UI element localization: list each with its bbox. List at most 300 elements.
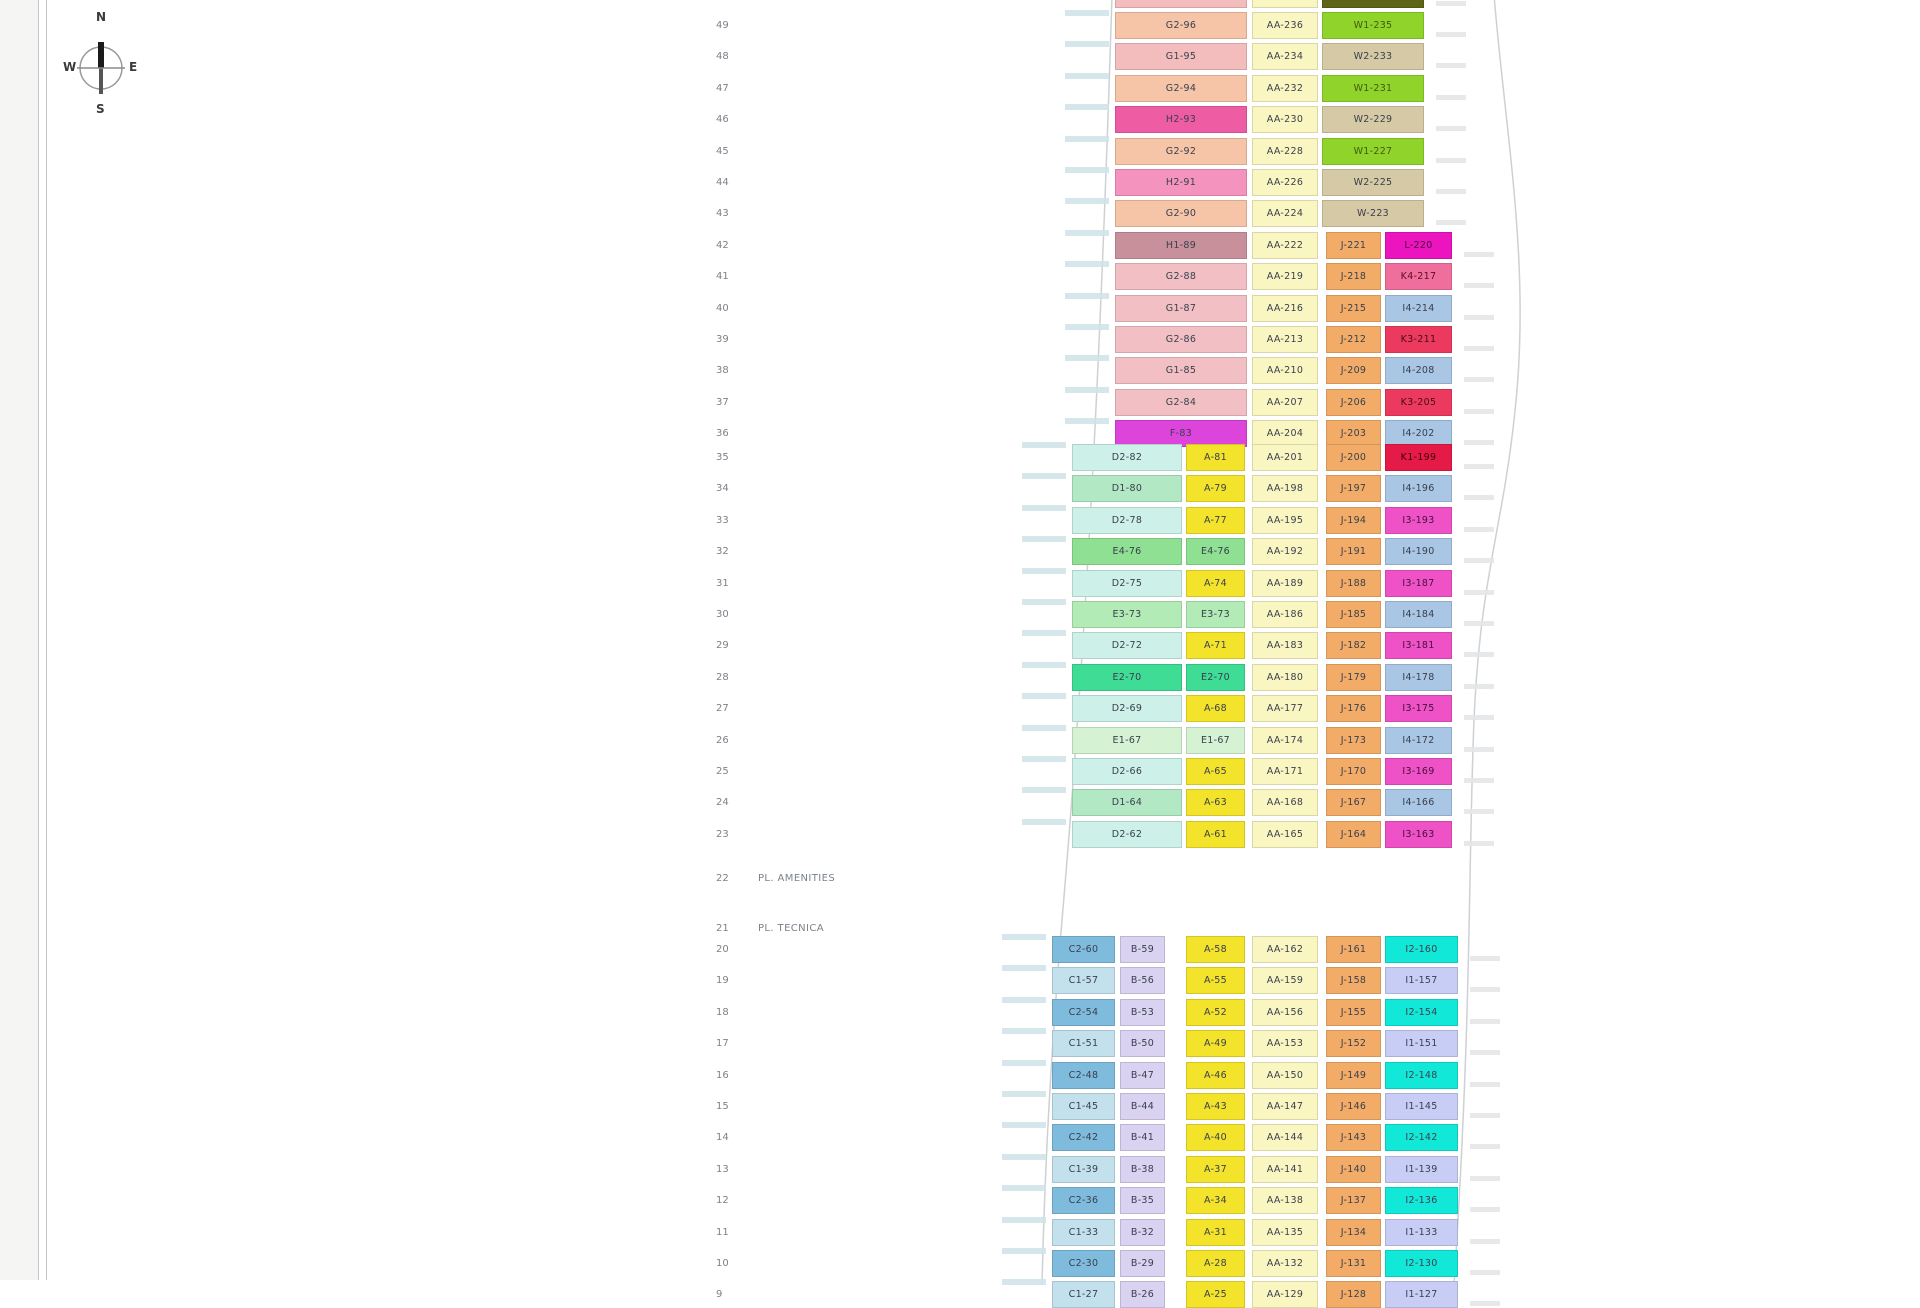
elevation-mark [1464, 558, 1494, 563]
unit-cell: W2-233 [1322, 43, 1424, 70]
unit-cell: J-158 [1326, 967, 1381, 994]
unit-cell: D2-66 [1072, 758, 1182, 785]
unit-cell: A-25 [1186, 1281, 1245, 1308]
unit-cell: AA-226 [1252, 169, 1318, 196]
floor-slab-tick [1022, 819, 1066, 825]
unit-cell: B-29 [1120, 1250, 1165, 1277]
unit-cell: C1-27 [1052, 1281, 1115, 1308]
unit-cell: C1-57 [1052, 967, 1115, 994]
unit-cell: AA-204 [1252, 420, 1318, 447]
floor-slab-tick [1065, 136, 1109, 142]
elevation-mark [1464, 464, 1494, 469]
floor-slab-tick [1002, 1091, 1046, 1097]
unit-cell: C2-42 [1052, 1124, 1115, 1151]
unit-cell: J-152 [1326, 1030, 1381, 1057]
unit-cell: AA-174 [1252, 727, 1318, 754]
unit-cell: AA-177 [1252, 695, 1318, 722]
unit-cell: AA-144 [1252, 1124, 1318, 1151]
floor-slab-tick [1022, 568, 1066, 574]
elevation-mark [1464, 440, 1494, 445]
unit-cell: E4-76 [1186, 538, 1245, 565]
unit-cell: I3-163 [1385, 821, 1452, 848]
unit-cell: J-131 [1326, 1250, 1381, 1277]
unit-cell: D2-78 [1072, 507, 1182, 534]
elevation-mark [1464, 652, 1494, 657]
unit-cell: J-164 [1326, 821, 1381, 848]
elevation-mark [1464, 715, 1494, 720]
elevation-mark [1464, 684, 1494, 689]
unit-cell: W1-235 [1322, 12, 1424, 39]
unit-cell: J-200 [1326, 444, 1381, 471]
sheet-margin [0, 0, 38, 1280]
unit-cell: C2-48 [1052, 1062, 1115, 1089]
elevation-mark [1470, 1301, 1500, 1306]
unit-cell: A-52 [1186, 999, 1245, 1026]
elevation-mark [1464, 778, 1494, 783]
compass-south-label: S [96, 102, 105, 116]
floor-number-label: 45 [716, 145, 729, 157]
unit-cell: B-32 [1120, 1219, 1165, 1246]
floor-number-label: 24 [716, 797, 729, 809]
floor-slab-tick [1065, 10, 1109, 16]
unit-cell: I1-133 [1385, 1219, 1458, 1246]
floor-slab-tick [1022, 756, 1066, 762]
floor-number-label: 32 [716, 546, 729, 558]
unit-cell: G2-94 [1115, 75, 1247, 102]
unit-cell: I1-151 [1385, 1030, 1458, 1057]
floor-number-label: 18 [716, 1006, 729, 1018]
unit-cell: AA-180 [1252, 664, 1318, 691]
unit-cell: E3-73 [1186, 601, 1245, 628]
unit-cell: W1-227 [1322, 138, 1424, 165]
compass-east-label: E [129, 60, 138, 74]
floor-number-label: 49 [716, 20, 729, 31]
floor-number-label: 30 [716, 609, 729, 620]
unit-cell: J-203 [1326, 420, 1381, 447]
floor-number-label: 40 [716, 302, 729, 314]
floor-slab-tick [1022, 505, 1066, 511]
unit-cell: J-197 [1326, 475, 1381, 502]
elevation-mark [1464, 527, 1494, 532]
unit-cell: A-68 [1186, 695, 1245, 722]
unit-cell: I1-127 [1385, 1281, 1458, 1308]
unit-cell: I3-187 [1385, 570, 1452, 597]
unit-cell: J-215 [1326, 295, 1381, 322]
elevation-mark [1464, 315, 1494, 320]
unit-cell: J-167 [1326, 789, 1381, 816]
elevation-mark [1470, 1082, 1500, 1087]
unit-cell: E1-67 [1072, 727, 1182, 754]
sheet-border-line [46, 0, 47, 1280]
floor-number-label: 43 [716, 208, 729, 220]
elevation-mark [1470, 1176, 1500, 1181]
unit-cell: D2-72 [1072, 632, 1182, 659]
unit-cell: A-37 [1186, 1156, 1245, 1183]
unit-cell: J-194 [1326, 507, 1381, 534]
unit-cell [1115, 0, 1247, 8]
floor-slab-tick [1065, 261, 1109, 267]
floor-number-label: 38 [716, 365, 729, 377]
floor-number-label: 39 [716, 334, 729, 345]
unit-cell: AA-186 [1252, 601, 1318, 628]
floor-use-label: PL. TECNICA [758, 923, 825, 934]
unit-cell: G2-84 [1115, 389, 1247, 416]
floor-slab-tick [1065, 387, 1109, 393]
unit-cell: C1-33 [1052, 1219, 1115, 1246]
unit-cell: AA-150 [1252, 1062, 1318, 1089]
unit-cell [1322, 0, 1424, 8]
floor-slab-tick [1022, 536, 1066, 542]
unit-cell: I2-142 [1385, 1124, 1458, 1151]
unit-cell: I3-169 [1385, 758, 1452, 785]
elevation-mark [1464, 841, 1494, 846]
unit-cell: J-170 [1326, 758, 1381, 785]
floor-slab-tick [1065, 324, 1109, 330]
floor-number-label: 17 [716, 1038, 729, 1050]
floor-slab-tick [1002, 1185, 1046, 1191]
unit-cell: I4-196 [1385, 475, 1452, 502]
unit-cell: E1-67 [1186, 727, 1245, 754]
floor-number-label: 22 [716, 873, 729, 884]
unit-cell: J-155 [1326, 999, 1381, 1026]
unit-cell: C2-30 [1052, 1250, 1115, 1277]
unit-cell: AA-153 [1252, 1030, 1318, 1057]
floor-number-label: 35 [716, 452, 729, 463]
floor-number-label: 11 [716, 1226, 729, 1238]
floor-number-label: 27 [716, 703, 729, 715]
unit-cell: C1-45 [1052, 1093, 1115, 1120]
unit-cell: J-176 [1326, 695, 1381, 722]
floor-number-label: 12 [716, 1195, 729, 1207]
unit-cell: B-41 [1120, 1124, 1165, 1151]
unit-cell: A-65 [1186, 758, 1245, 785]
unit-cell: W2-225 [1322, 169, 1424, 196]
unit-cell: AA-183 [1252, 632, 1318, 659]
unit-cell: A-77 [1186, 507, 1245, 534]
unit-cell: W1-231 [1322, 75, 1424, 102]
unit-cell: A-81 [1186, 444, 1245, 471]
unit-cell: A-40 [1186, 1124, 1245, 1151]
floor-slab-tick [1002, 1122, 1046, 1128]
unit-cell: AA-224 [1252, 200, 1318, 227]
unit-cell: I4-184 [1385, 601, 1452, 628]
floor-slab-tick [1022, 473, 1066, 479]
floor-number-label: 16 [716, 1069, 729, 1081]
unit-cell: I2-130 [1385, 1250, 1458, 1277]
elevation-mark [1464, 495, 1494, 500]
unit-cell: B-50 [1120, 1030, 1165, 1057]
unit-cell: I1-145 [1385, 1093, 1458, 1120]
unit-cell: I3-181 [1385, 632, 1452, 659]
unit-cell: G2-92 [1115, 138, 1247, 165]
floor-slab-tick [1065, 41, 1109, 47]
unit-cell: AA-171 [1252, 758, 1318, 785]
elevation-mark [1464, 283, 1494, 288]
unit-cell [1252, 0, 1318, 8]
elevation-mark [1470, 1144, 1500, 1149]
unit-cell: J-128 [1326, 1281, 1381, 1308]
elevation-mark [1470, 1270, 1500, 1275]
unit-cell: I4-214 [1385, 295, 1452, 322]
unit-cell: C1-39 [1052, 1156, 1115, 1183]
unit-cell: E2-70 [1072, 664, 1182, 691]
unit-cell: I2-154 [1385, 999, 1458, 1026]
floor-number-label: 28 [716, 671, 729, 683]
floor-number-label: 36 [716, 428, 729, 440]
unit-cell: C2-36 [1052, 1187, 1115, 1214]
floor-slab-tick [1022, 787, 1066, 793]
unit-cell: I1-157 [1385, 967, 1458, 994]
floor-slab-tick [1065, 198, 1109, 204]
floor-number-label: 23 [716, 828, 729, 840]
unit-cell: AA-213 [1252, 326, 1318, 353]
sheet-border-line [38, 0, 39, 1280]
floor-slab-tick [1002, 1217, 1046, 1223]
floor-number-label: 37 [716, 396, 729, 408]
unit-cell: D1-64 [1072, 789, 1182, 816]
floor-number-label: 25 [716, 766, 729, 777]
unit-cell: AA-234 [1252, 43, 1318, 70]
floor-number-label: 47 [716, 82, 729, 94]
unit-cell: J-191 [1326, 538, 1381, 565]
floor-number-label: 48 [716, 51, 729, 63]
unit-cell: AA-207 [1252, 389, 1318, 416]
unit-cell: AA-236 [1252, 12, 1318, 39]
unit-cell: B-35 [1120, 1187, 1165, 1214]
unit-cell: J-206 [1326, 389, 1381, 416]
unit-cell: G2-86 [1115, 326, 1247, 353]
unit-cell: AA-147 [1252, 1093, 1318, 1120]
unit-cell: J-173 [1326, 727, 1381, 754]
floor-slab-tick [1002, 965, 1046, 971]
unit-cell: A-74 [1186, 570, 1245, 597]
unit-cell: J-188 [1326, 570, 1381, 597]
unit-cell: I4-172 [1385, 727, 1452, 754]
unit-cell: B-59 [1120, 936, 1165, 963]
elevation-mark [1470, 1050, 1500, 1055]
floor-number-label: 42 [716, 239, 729, 251]
unit-cell: B-47 [1120, 1062, 1165, 1089]
elevation-mark [1470, 1113, 1500, 1118]
unit-cell: AA-210 [1252, 357, 1318, 384]
unit-cell: A-71 [1186, 632, 1245, 659]
floor-number-label: 34 [716, 483, 729, 495]
unit-cell: A-28 [1186, 1250, 1245, 1277]
unit-cell: H2-93 [1115, 106, 1247, 133]
elevation-mark [1470, 1019, 1500, 1024]
unit-cell: H1-89 [1115, 232, 1247, 259]
floor-slab-tick [1065, 418, 1109, 424]
unit-cell: I4-178 [1385, 664, 1452, 691]
unit-cell: I4-166 [1385, 789, 1452, 816]
floor-number-label: 41 [716, 271, 729, 283]
unit-cell: AA-228 [1252, 138, 1318, 165]
floor-slab-tick [1002, 1060, 1046, 1066]
unit-cell: B-56 [1120, 967, 1165, 994]
unit-cell: I3-193 [1385, 507, 1452, 534]
elevation-mark [1470, 1239, 1500, 1244]
unit-cell: G1-95 [1115, 43, 1247, 70]
elevation-mark [1464, 590, 1494, 595]
elevation-mark [1436, 95, 1466, 100]
unit-cell: AA-219 [1252, 263, 1318, 290]
unit-cell: AA-232 [1252, 75, 1318, 102]
elevation-mark [1464, 409, 1494, 414]
compass-north-label: N [96, 10, 107, 24]
unit-cell: AA-165 [1252, 821, 1318, 848]
elevation-mark [1436, 1, 1466, 6]
unit-cell: G2-90 [1115, 200, 1247, 227]
unit-cell: J-137 [1326, 1187, 1381, 1214]
unit-cell: G1-87 [1115, 295, 1247, 322]
unit-cell: AA-230 [1252, 106, 1318, 133]
floor-number-label: 15 [716, 1101, 729, 1112]
elevation-mark [1436, 63, 1466, 68]
unit-cell: I4-190 [1385, 538, 1452, 565]
floor-slab-tick [1022, 630, 1066, 636]
unit-cell: AA-216 [1252, 295, 1318, 322]
unit-cell: AA-141 [1252, 1156, 1318, 1183]
floor-number-label: 10 [716, 1258, 729, 1269]
unit-cell: J-146 [1326, 1093, 1381, 1120]
elevation-mark [1464, 621, 1494, 626]
unit-cell: I2-148 [1385, 1062, 1458, 1089]
unit-cell: D2-82 [1072, 444, 1182, 471]
unit-cell: H2-91 [1115, 169, 1247, 196]
elevation-mark [1470, 987, 1500, 992]
floor-slab-tick [1065, 104, 1109, 110]
unit-cell: B-38 [1120, 1156, 1165, 1183]
floor-number-label: 44 [716, 177, 729, 188]
unit-cell: D2-75 [1072, 570, 1182, 597]
elevation-mark [1436, 220, 1466, 225]
elevation-mark [1436, 32, 1466, 37]
elevation-mark [1464, 346, 1494, 351]
floor-slab-tick [1022, 442, 1066, 448]
unit-cell: I2-160 [1385, 936, 1458, 963]
unit-cell: AA-156 [1252, 999, 1318, 1026]
unit-cell: AA-195 [1252, 507, 1318, 534]
unit-cell: K3-205 [1385, 389, 1452, 416]
unit-cell: A-55 [1186, 967, 1245, 994]
unit-cell: J-140 [1326, 1156, 1381, 1183]
unit-cell: AA-138 [1252, 1187, 1318, 1214]
compass-rose [55, 10, 155, 120]
unit-cell: AA-192 [1252, 538, 1318, 565]
unit-cell: I4-202 [1385, 420, 1452, 447]
floor-slab-tick [1065, 73, 1109, 79]
floor-number-label: 13 [716, 1163, 729, 1175]
unit-cell: F-83 [1115, 420, 1247, 447]
unit-cell: AA-222 [1252, 232, 1318, 259]
unit-cell: G1-85 [1115, 357, 1247, 384]
unit-cell: A-46 [1186, 1062, 1245, 1089]
unit-cell: C1-51 [1052, 1030, 1115, 1057]
unit-cell: J-134 [1326, 1219, 1381, 1246]
unit-cell: B-53 [1120, 999, 1165, 1026]
unit-cell: J-221 [1326, 232, 1381, 259]
elevation-mark [1470, 1207, 1500, 1212]
unit-cell: A-34 [1186, 1187, 1245, 1214]
unit-cell: AA-168 [1252, 789, 1318, 816]
unit-cell: E3-73 [1072, 601, 1182, 628]
elevation-mark [1436, 158, 1466, 163]
floor-slab-tick [1022, 725, 1066, 731]
floor-slab-tick [1065, 355, 1109, 361]
unit-cell: I4-208 [1385, 357, 1452, 384]
unit-cell: J-179 [1326, 664, 1381, 691]
unit-cell: A-79 [1186, 475, 1245, 502]
unit-cell: D2-62 [1072, 821, 1182, 848]
unit-cell: G2-96 [1115, 12, 1247, 39]
unit-cell: AA-132 [1252, 1250, 1318, 1277]
unit-cell: J-185 [1326, 601, 1381, 628]
floor-slab-tick [1065, 167, 1109, 173]
unit-cell: W-223 [1322, 200, 1424, 227]
elevation-mark [1464, 377, 1494, 382]
unit-cell: A-58 [1186, 936, 1245, 963]
unit-cell: J-161 [1326, 936, 1381, 963]
floor-number-label: 14 [716, 1132, 729, 1144]
unit-cell: L-220 [1385, 232, 1452, 259]
elevation-mark [1436, 189, 1466, 194]
floor-number-label: 33 [716, 514, 729, 526]
unit-cell: K4-217 [1385, 263, 1452, 290]
elevation-mark [1464, 252, 1494, 257]
floor-number-label: 9 [716, 1289, 723, 1301]
unit-cell: C2-60 [1052, 936, 1115, 963]
unit-cell: K1-199 [1385, 444, 1452, 471]
unit-cell: J-143 [1326, 1124, 1381, 1151]
floor-slab-tick [1022, 599, 1066, 605]
floor-number-label: 19 [716, 975, 729, 987]
elevation-mark [1464, 809, 1494, 814]
unit-cell: E4-76 [1072, 538, 1182, 565]
floor-use-label: PL. AMENITIES [758, 873, 836, 884]
floor-slab-tick [1002, 997, 1046, 1003]
unit-cell: D1-80 [1072, 475, 1182, 502]
floor-number-label: 20 [716, 944, 729, 955]
unit-cell: A-31 [1186, 1219, 1245, 1246]
floor-number-label: 29 [716, 640, 729, 652]
unit-cell: J-212 [1326, 326, 1381, 353]
unit-cell: G2-88 [1115, 263, 1247, 290]
floor-slab-tick [1065, 230, 1109, 236]
floor-slab-tick [1065, 293, 1109, 299]
unit-cell: A-49 [1186, 1030, 1245, 1057]
unit-cell: B-26 [1120, 1281, 1165, 1308]
unit-cell: D2-69 [1072, 695, 1182, 722]
unit-cell: A-63 [1186, 789, 1245, 816]
unit-cell: J-218 [1326, 263, 1381, 290]
unit-cell: I1-139 [1385, 1156, 1458, 1183]
unit-cell: J-182 [1326, 632, 1381, 659]
unit-cell: B-44 [1120, 1093, 1165, 1120]
unit-cell: C2-54 [1052, 999, 1115, 1026]
floor-number-label: 21 [716, 923, 729, 934]
unit-cell: AA-129 [1252, 1281, 1318, 1308]
floor-number-label: 26 [716, 734, 729, 746]
compass-west-label: W [63, 60, 77, 74]
unit-cell: AA-159 [1252, 967, 1318, 994]
unit-cell: E2-70 [1186, 664, 1245, 691]
unit-cell: K3-211 [1385, 326, 1452, 353]
unit-cell: A-61 [1186, 821, 1245, 848]
unit-cell: I3-175 [1385, 695, 1452, 722]
unit-cell: W2-229 [1322, 106, 1424, 133]
unit-cell: I2-136 [1385, 1187, 1458, 1214]
elevation-mark [1470, 956, 1500, 961]
